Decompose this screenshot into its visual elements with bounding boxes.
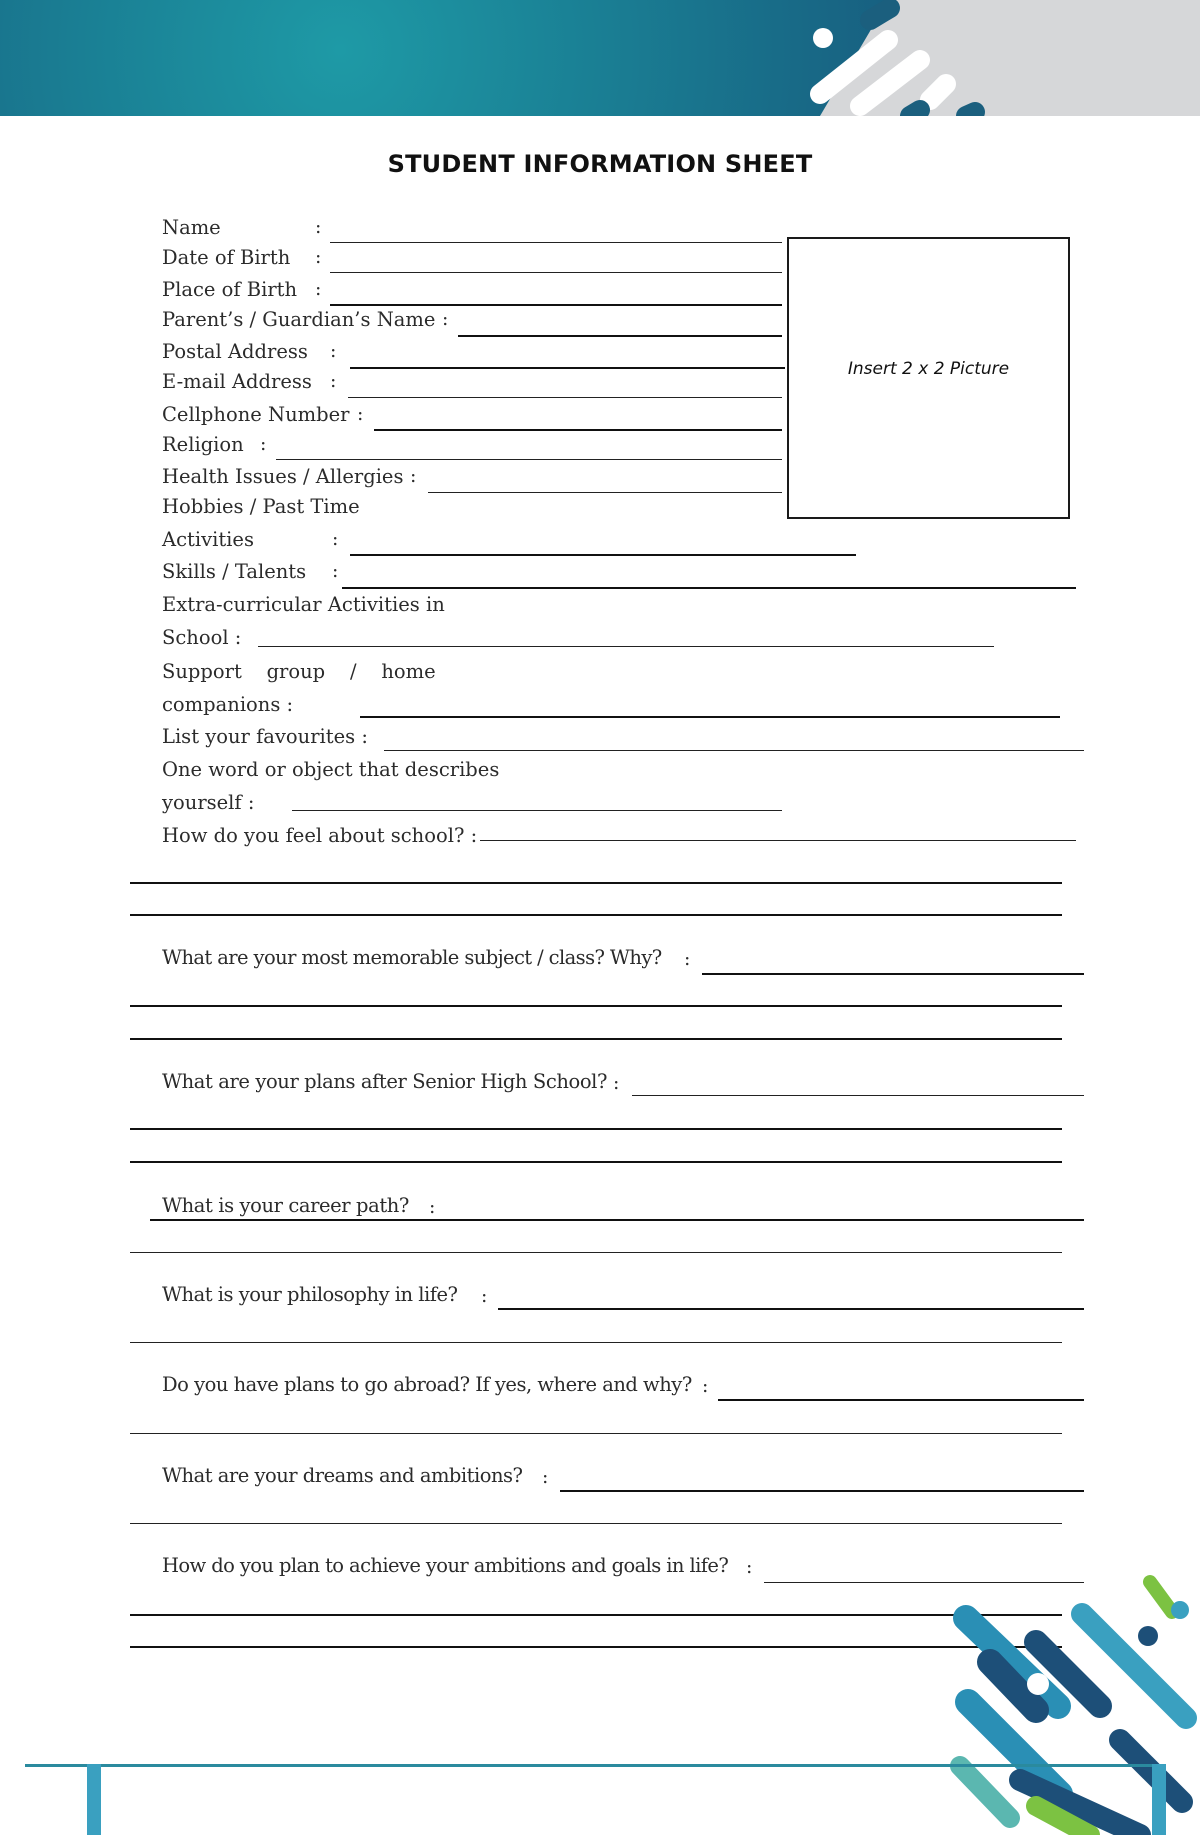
hobbies-label: Hobbies / Past Time — [162, 495, 360, 518]
feel-school-line[interactable] — [480, 840, 1076, 841]
postal-label: Postal Address — [162, 340, 308, 363]
feel-school-label: How do you feel about school? : — [162, 824, 478, 847]
colon: : — [542, 1466, 549, 1488]
colon: : — [330, 340, 337, 362]
support-group-line[interactable] — [360, 716, 1060, 718]
colon: : — [357, 403, 364, 425]
pob-label: Place of Birth — [162, 278, 298, 301]
abroad-label: Do you have plans to go abroad? If yes, where and why? — [162, 1373, 692, 1396]
colon: : — [702, 1375, 709, 1397]
cellphone-line[interactable] — [374, 429, 782, 431]
page-title: STUDENT INFORMATION SHEET — [387, 150, 813, 178]
colon: : — [684, 948, 691, 970]
colon: : — [481, 1285, 488, 1307]
email-line[interactable] — [348, 397, 782, 398]
feel-school-line-2[interactable] — [130, 882, 1062, 884]
career-path-line-2[interactable] — [130, 1252, 1062, 1253]
achieve-line-3[interactable] — [130, 1646, 1062, 1648]
career-path-line[interactable] — [150, 1219, 1084, 1221]
skills-label: Skills / Talents — [162, 560, 307, 583]
colon: : — [315, 216, 322, 238]
religion-label: Religion — [162, 433, 244, 456]
colon: : — [410, 465, 417, 487]
footer-bar-right — [1152, 1764, 1166, 1835]
achieve-label: How do you plan to achieve your ambitions and goals in life? — [162, 1554, 729, 1577]
feel-school-line-3[interactable] — [130, 914, 1062, 916]
extracurricular-line[interactable] — [258, 646, 994, 647]
dob-label: Date of Birth — [162, 246, 291, 269]
photo-placeholder-box[interactable] — [787, 237, 1070, 519]
philosophy-label: What is your philosophy in life? — [162, 1283, 458, 1306]
philosophy-line-2[interactable] — [130, 1342, 1062, 1343]
footer-line — [25, 1764, 1165, 1767]
dreams-line[interactable] — [560, 1490, 1084, 1492]
dreams-label: What are your dreams and ambitions? — [162, 1464, 523, 1487]
header-decoration — [770, 0, 1000, 116]
plans-shs-label: What are your plans after Senior High School? — [162, 1070, 608, 1093]
email-label: E-mail Address — [162, 370, 312, 393]
abroad-line-2[interactable] — [130, 1433, 1062, 1434]
colon: : — [429, 1196, 436, 1218]
footer-bar-left — [87, 1764, 101, 1835]
postal-line[interactable] — [350, 367, 785, 369]
colon: : — [330, 370, 337, 392]
guardian-line[interactable] — [458, 335, 782, 337]
colon: : — [746, 1556, 753, 1578]
favourites-label: List your favourites : — [162, 725, 368, 748]
pob-line[interactable] — [330, 304, 782, 306]
health-label: Health Issues / Allergies — [162, 465, 404, 488]
plans-shs-line[interactable] — [632, 1095, 1084, 1096]
colon: : — [442, 308, 449, 330]
oneword-label: One word or object that describes — [162, 758, 500, 781]
name-line[interactable] — [330, 242, 782, 243]
dob-line[interactable] — [330, 272, 782, 273]
colon: : — [332, 528, 339, 550]
plans-shs-line-3[interactable] — [130, 1161, 1062, 1163]
extracurricular-label-cont: School : — [162, 626, 242, 649]
memorable-subject-line[interactable] — [702, 973, 1084, 975]
health-line[interactable] — [428, 492, 782, 493]
philosophy-line[interactable] — [498, 1308, 1084, 1310]
hobbies-label-cont: Activities — [162, 528, 254, 551]
colon: : — [315, 278, 322, 300]
memorable-subject-label: What are your most memorable subject / class? Why? — [162, 946, 662, 969]
photo-placeholder-label: Insert 2 x 2 Picture — [847, 359, 1010, 379]
support-group-label: Support group / home — [162, 660, 436, 683]
name-label: Name — [162, 216, 221, 239]
career-path-label: What is your career path? — [162, 1194, 409, 1217]
oneword-line[interactable] — [292, 810, 782, 811]
extracurricular-label: Extra-curricular Activities in — [162, 593, 445, 616]
colon: : — [332, 560, 339, 582]
cellphone-label: Cellphone Number — [162, 403, 350, 426]
abroad-line[interactable] — [718, 1399, 1084, 1401]
oneword-label-cont: yourself : — [162, 791, 255, 814]
skills-line[interactable] — [342, 587, 1076, 589]
colon: : — [315, 246, 322, 268]
colon: : — [260, 433, 267, 455]
colon: : — [613, 1072, 620, 1094]
religion-line[interactable] — [276, 459, 782, 460]
favourites-line[interactable] — [384, 750, 1084, 751]
memorable-subject-line-2[interactable] — [130, 1005, 1062, 1007]
support-group-label-cont: companions : — [162, 693, 294, 716]
dreams-line-2[interactable] — [130, 1523, 1062, 1524]
plans-shs-line-2[interactable] — [130, 1128, 1062, 1130]
achieve-line-2[interactable] — [130, 1614, 1062, 1616]
guardian-label: Parent’s / Guardian’s Name — [162, 308, 436, 331]
hobbies-line[interactable] — [350, 554, 856, 556]
memorable-subject-line-3[interactable] — [130, 1038, 1062, 1040]
